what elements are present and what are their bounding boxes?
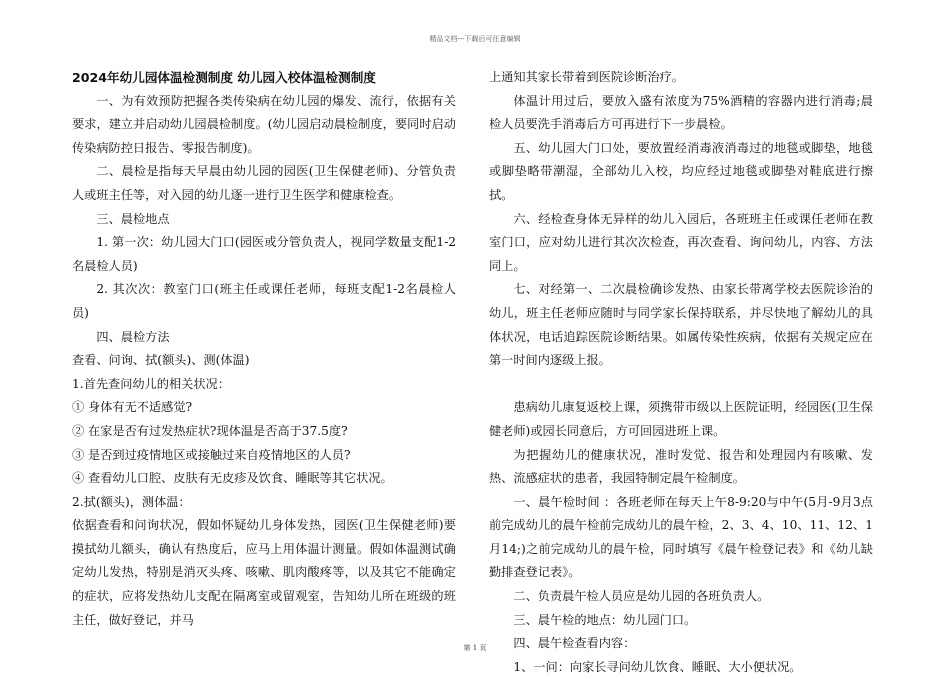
paragraph: 一、晨午检时间 ：各班老师在每天上午8-9:20与中午(5月-9月3点前完成幼儿的晨午检前完成幼儿的晨午检，2、3、4、10、11、12、1月14;)之前完成幼儿的晨午检，同时填写《晨午检登记表》和《幼儿缺勤排查登记表》。 <box>489 494 873 580</box>
paragraph-gap <box>489 373 873 397</box>
list-item: ③ 是否到过疫情地区或接触过来自疫情地区的人员? <box>72 447 351 462</box>
paragraph: 六、经检查身体无异样的幼儿入园后，各班班主任或课任老师在教室门口，应对幼儿进行其次次检查，再次查看、询问幼儿，内容、方法同上。 <box>489 211 873 273</box>
list-item: ② 在家是否有过发热症状?现体温是否高于37.5度? <box>72 423 348 438</box>
paragraph: 为把握幼儿的健康状况，准时发觉、报告和处理园内有咳嗽、发热、流感症状的患者，我园特制定晨午检制度。 <box>489 447 873 486</box>
paragraph: 一、为有效预防把握各类传染病在幼儿园的爆发、流行，依据有关要求，建立并启动幼儿园晨检制度。(幼儿园启动晨检制度，要同时启动传染病防控日报告、零报告制度)。 <box>72 93 456 155</box>
section-heading: 四、晨午检查看内容： <box>513 636 636 651</box>
page-number: 第 1 页 <box>463 644 487 652</box>
section-heading: 四、晨检方法 <box>96 329 170 344</box>
section-heading: 三、晨检地点 <box>96 211 170 226</box>
paragraph: 依据查看和问询状况，假如怀疑幼儿身体发热，园医(卫生保健老师)要摸拭幼儿额头，确认有热度后，应马上用体温计测量。假如体温测试确定幼儿发热，特别是消灭头疼、咳嗽、肌肉酸疼等，以及其它不能确定的症状，应将发热幼儿支配在隔离室或留观室，告知幼儿所在班级的班主任，做好登记，并马 <box>72 518 456 627</box>
paragraph: 2.拭(额头)，测体温： <box>72 494 191 509</box>
paragraph: 患病幼儿康复返校上课，须携带市级以上医院证明，经园医(卫生保健老师)或园长同意后，方可回园进班上课。 <box>489 400 873 438</box>
list-item: ④ 查看幼儿口腔、皮肤有无皮疹及饮食、睡眠等其它状况。 <box>72 471 393 486</box>
paragraph: 体温计用过后，要放入盛有浓度为75%酒精的容器内进行消毒;晨检人员要洗手消毒后方可再进行下一步晨检。 <box>489 93 873 132</box>
paragraph: 2. 其次次：教室门口(班主任或课任老师，每班支配1-2名晨检人员) <box>72 282 456 320</box>
page-header-note: 精品文档---下载后可任意编辑 <box>429 35 521 43</box>
paragraph: 上通知其家长带着到医院诊断治疗。 <box>489 70 684 84</box>
paragraph: 五、幼儿园大门口处，要放置经消毒液消毒过的地毯或脚垫，地毯或脚垫略带潮湿，全部幼儿入校，均应经过地毯或脚垫对鞋底进行擦拭。 <box>489 140 873 202</box>
paragraph: 查看、问询、拭(额头)、测(体温) <box>72 353 250 368</box>
right-column <box>489 66 873 679</box>
left-column <box>72 66 456 632</box>
paragraph: 二、负责晨午检人员应是幼儿园的各班负责人。 <box>513 589 770 604</box>
paragraph: 七、对经第一、二次晨检确诊发热、由家长带离学校去医院诊治的幼儿，班主任老师应随时与同学家长保持联系，并尽快地了解幼儿的具体状况，电话追踪医院诊断结果。如属传染性疾病，依据有关规定应在第一时间内逐级上报。 <box>489 282 873 368</box>
paragraph: 1. 第一次：幼儿园大门口(园医或分管负责人，视同学数量支配1-2名晨检人员) <box>72 235 456 273</box>
paragraph: 1、一问：向家长寻问幼儿饮食、睡眠、大小便状况。 <box>513 659 802 674</box>
document-title: 2024年幼儿园体温检测制度 幼儿园入校体温检测制度 <box>72 70 376 85</box>
list-item: ① 身体有无不适感觉? <box>72 400 193 415</box>
paragraph: 二、晨检是指每天早晨由幼儿园的园医(卫生保健老师)、分管负责人或班主任等，对入园的幼儿逐一进行卫生医学和健康检查。 <box>72 164 456 202</box>
paragraph: 三、晨午检的地点：幼儿园门口。 <box>513 612 697 627</box>
paragraph: 1.首先查问幼儿的相关状况： <box>72 376 230 391</box>
